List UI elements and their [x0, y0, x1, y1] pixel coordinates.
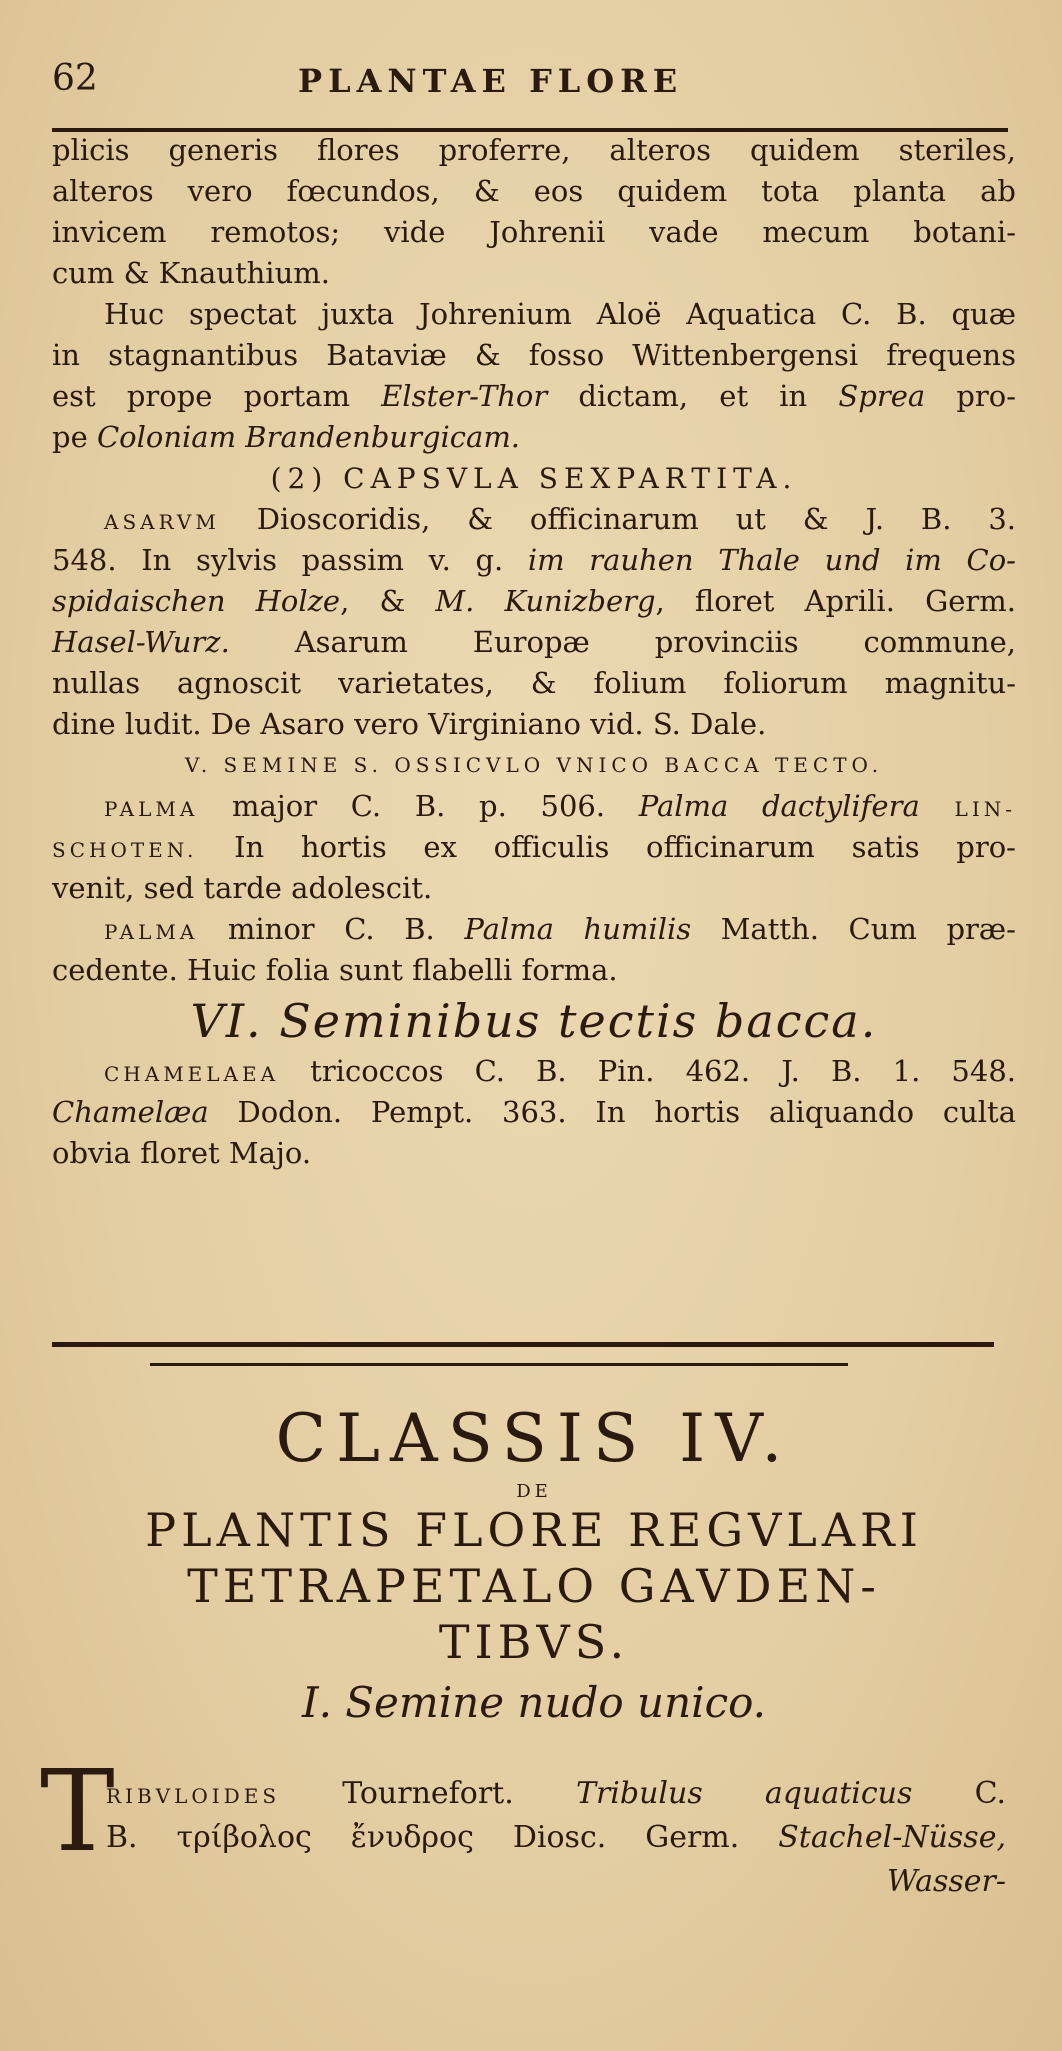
page-header [52, 58, 1012, 108]
page-number: 62 [52, 58, 98, 99]
text-line: B. τρίβολος ἔνυδρος Diosc. Germ. Stachel-Nüsse, [106, 1820, 1006, 1855]
text-line: PALMA major C. B. p. 506. Palma dactylifera LIN- [104, 789, 1016, 823]
text-line: Chamelæa Dodon. Pempt. 363. In hortis aliquando culta [52, 1095, 1016, 1129]
text-line: est prope portam Elster-Thor dictam, et in Sprea pro- [52, 379, 1017, 413]
tribuloides-text [106, 1772, 1006, 1904]
text-line: Huc spectat juxta Johrenium Aloë Aquatica C. B. quæ [104, 297, 1016, 331]
classis-heading [52, 1400, 1016, 1727]
text-line: SCHOTEN. In hortis ex officulis officinarum satis pro- [52, 830, 1016, 864]
text-line: dine ludit. De Asaro vero Virginiano vid. S. Dale. [52, 707, 767, 741]
text-line: venit, sed tarde adolescit. [52, 871, 433, 905]
text-line: cedente. Huic folia sunt flabelli forma. [52, 953, 618, 987]
text-line: CHAMELAEA tricoccos C. B. Pin. 462. J. B. 1. 548. [104, 1054, 1016, 1088]
text-line: RIBVLOIDES Tournefort. Tribulus aquaticus C. [106, 1776, 1006, 1811]
classis-line-1: PLANTIS FLORE REGVLARI [145, 1503, 923, 1557]
capsula-heading: (2) CAPSVLA SEXPARTITA. [270, 462, 798, 495]
drop-cap: T [40, 1747, 115, 1877]
running-head: PLANTAE FLORE [298, 62, 684, 100]
section-vi-heading: VI. Seminibus tectis bacca. [190, 994, 878, 1048]
text-line: nullas agnoscit varietates, & folium foliorum magnitu- [52, 666, 1016, 700]
text-line: invicem remotos; vide Johrenii vade mecum botani- [52, 215, 1016, 249]
text-line: ASARVM Dioscoridis, & officinarum ut & J. B. 3. [104, 502, 1016, 536]
text-line: PALMA minor C. B. Palma humilis Matth. Cum præ- [104, 912, 1016, 946]
section-rule-thick [52, 1342, 994, 1347]
text-line: cum & Knauthium. [52, 256, 330, 290]
classis-line-3: TIBVS. [438, 1615, 630, 1669]
section-rule-thin [150, 1363, 848, 1366]
text-line: Wasser- [886, 1864, 1006, 1899]
text-line: Hasel-Wurz. Asarum Europæ provinciis commune, [52, 625, 1016, 659]
classis-title: CLASSIS IV. [275, 1400, 793, 1477]
text-line: pe Coloniam Brandenburgicam. [52, 420, 521, 454]
semine-heading: V. SEMINE S. OSSICVLO VNICO BACCA TECTO. [184, 753, 884, 777]
text-line: spidaischen Holze, & M. Kunizberg, floret Aprili. Germ. [52, 584, 1016, 618]
classis-line-2: TETRAPETALO GAVDEN- [187, 1559, 881, 1613]
text-line: alteros vero fœcundos, & eos quidem tota planta ab [52, 174, 1016, 208]
classis-de: DE [516, 1481, 552, 1502]
text-line: obvia floret Majo. [52, 1136, 312, 1170]
text-line: 548. In sylvis passim v. g. im rauhen Thale und im Co- [52, 543, 1016, 577]
text-line: in stagnantibus Bataviæ & fosso Wittenbergensi frequens [52, 338, 1016, 372]
classis-subheading: I. Semine nudo unico. [301, 1678, 766, 1727]
main-text [52, 130, 1016, 1174]
text-line: plicis generis flores proferre, alteros quidem steriles, [52, 133, 1016, 167]
